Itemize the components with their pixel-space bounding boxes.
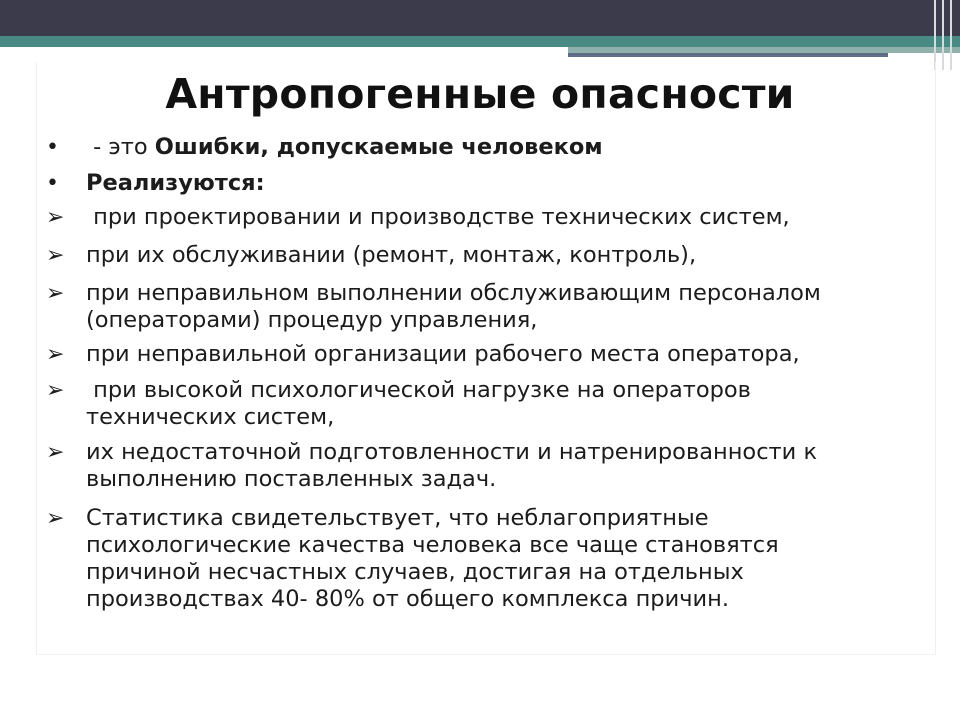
bullet-dot: •	[46, 135, 59, 160]
arrow-bullet-icon: ➢	[46, 342, 65, 367]
arrow-item-text: при высокой психологической нагрузке на операторов технических систем,	[86, 377, 751, 430]
corner-decoration	[928, 0, 960, 70]
arrow-bullet-icon: ➢	[46, 440, 65, 465]
arrow-bullet-icon: ➢	[46, 205, 65, 230]
arrow-item-text: при неправильной организации рабочего места оператора,	[86, 341, 800, 367]
arrow-item-text: Статистика свидетельствует, что неблагоприятные психологические качества человека все чаще становятся причиной несчастных случаев, достигая на отдельных производствах 40- 80% от общего комплекса причин.	[86, 505, 779, 612]
header-bar	[0, 0, 960, 36]
arrow-item-text: при их обслуживании (ремонт, монтаж, контроль),	[86, 242, 697, 268]
bullet-dot: •	[46, 171, 59, 196]
arrow-bullet-icon: ➢	[46, 243, 65, 268]
bullet-prefix: - это	[86, 134, 155, 160]
arrow-bullet-icon: ➢	[46, 378, 65, 403]
slide-title: Антропогенные опасности	[165, 70, 795, 118]
accent-bar	[0, 36, 960, 47]
bullet-definition-text	[86, 134, 946, 161]
arrow-item-text: их недостаточной подготовленности и натренированности к выполнению поставленных задач.	[86, 439, 818, 492]
bullet-emphasis: Ошибки, допускаемые человеком	[154, 134, 603, 160]
arrow-item-text: при неправильном выполнении обслуживающим персоналом (операторами) процедур управления,	[86, 280, 821, 333]
arrow-item-text: при проектировании и производстве технических систем,	[86, 204, 790, 230]
arrow-bullet-icon: ➢	[46, 506, 65, 531]
bullet-realized-text: Реализуются:	[86, 170, 265, 196]
accent-stripe	[568, 53, 888, 57]
arrow-bullet-icon: ➢	[46, 281, 65, 306]
